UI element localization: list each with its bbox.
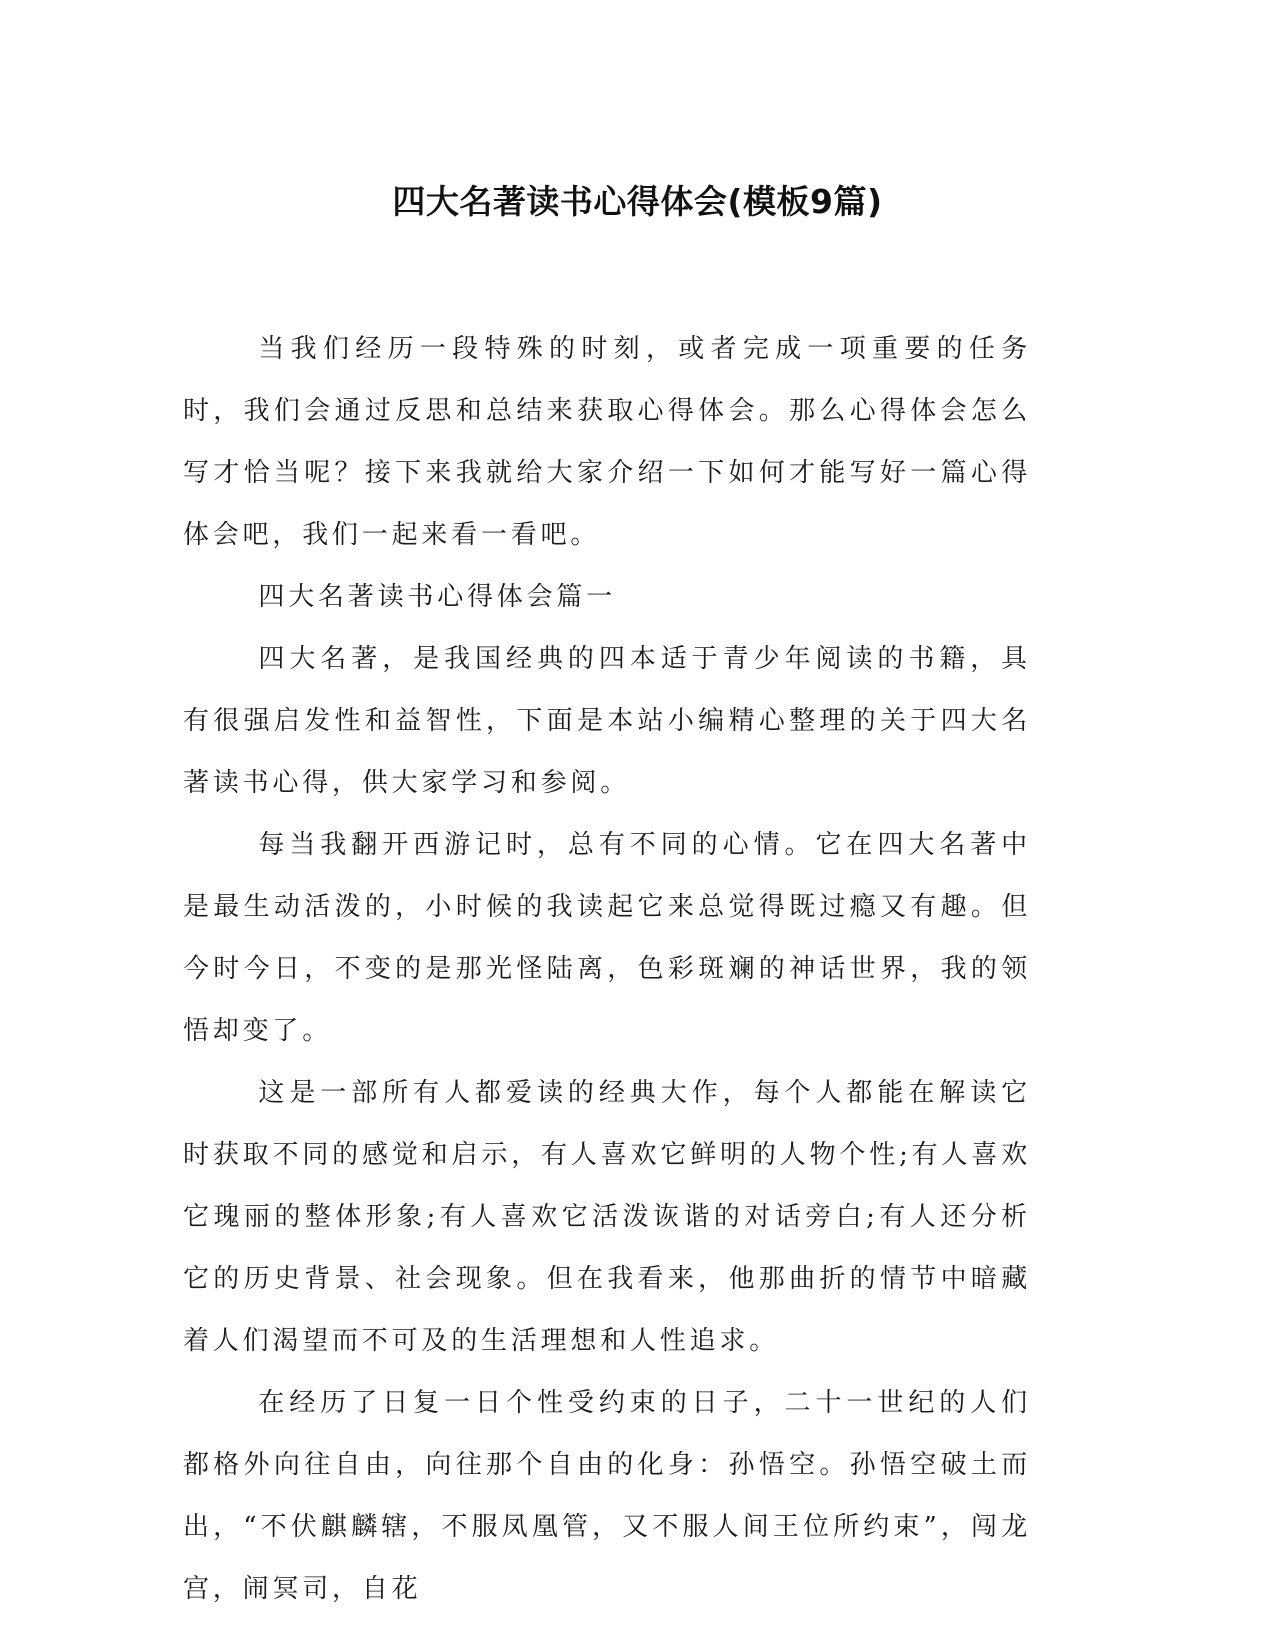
body-paragraph: 四大名著，是我国经典的四本适于青少年阅读的书籍，具有很强启发性和益智性，下面是本站小编精心整理的关于四大名著读书心得，供大家学习和参阅。 bbox=[183, 644, 1031, 798]
document-body bbox=[183, 318, 1031, 1620]
intro-paragraph: 当我们经历一段特殊的时刻，或者完成一项重要的任务时，我们会通过反思和总结来获取心得体会。那么心得体会怎么写才恰当呢？接下来我就给大家介绍一下如何才能写好一篇心得体会吧，我们一起来看一看吧。 bbox=[183, 334, 1031, 550]
body-paragraph: 在经历了日复一日个性受约束的日子，二十一世纪的人们都格外向往自由，向往那个自由的化身：孙悟空。孙悟空破土而出，“不伏麒麟辖，不服凤凰管，又不服人间王位所约束”，闯龙宫，闹冥司，自花 bbox=[183, 1388, 1031, 1604]
section-heading: 四大名著读书心得体会篇一 bbox=[258, 582, 616, 612]
document-title: 四大名著读书心得体会(模板9篇) bbox=[392, 182, 883, 221]
body-paragraph: 每当我翻开西游记时，总有不同的心情。它在四大名著中是最生动活泼的，小时候的我读起它来总觉得既过瘾又有趣。但今时今日，不变的是那光怪陆离，色彩斑斓的神话世界，我的领悟却变了。 bbox=[183, 830, 1031, 1046]
body-paragraph: 这是一部所有人都爱读的经典大作，每个人都能在解读它时获取不同的感觉和启示，有人喜欢它鲜明的人物个性;有人喜欢它瑰丽的整体形象;有人喜欢它活泼诙谐的对话旁白;有人还分析它的历史背景、社会现象。但在我看来，他那曲折的情节中暗藏着人们渴望而不可及的生活理想和人性追求。 bbox=[183, 1078, 1031, 1356]
